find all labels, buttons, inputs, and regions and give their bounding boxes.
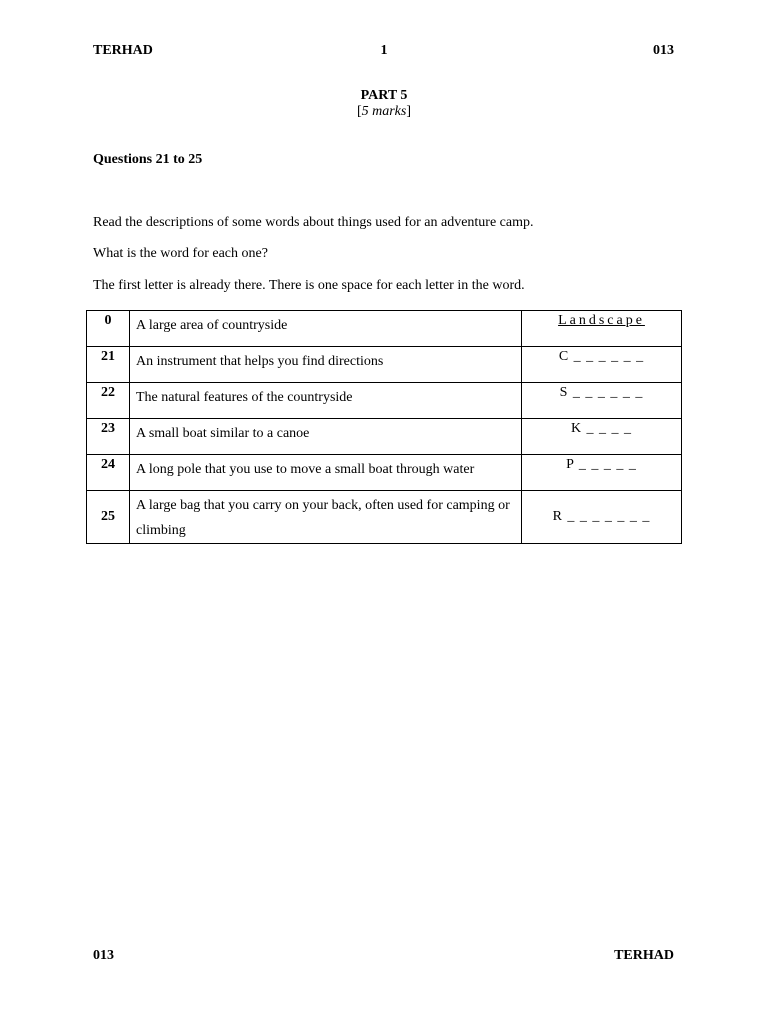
table-row bbox=[87, 311, 682, 347]
question-description: A long pole that you use to move a small boat through water bbox=[130, 455, 522, 491]
part-marks bbox=[0, 104, 768, 120]
question-description: A large area of countryside bbox=[130, 311, 522, 347]
table-row bbox=[87, 455, 682, 491]
question-number: 23 bbox=[87, 419, 130, 455]
questions-table bbox=[86, 310, 682, 544]
instruction-2: What is the word for each one? bbox=[93, 246, 268, 261]
question-number: 21 bbox=[87, 347, 130, 383]
question-description: A large bag that you carry on your back, often used for camping or climbing bbox=[130, 491, 522, 544]
question-description: A small boat similar to a canoe bbox=[130, 419, 522, 455]
question-description: An instrument that helps you find directions bbox=[130, 347, 522, 383]
instruction-1: Read the descriptions of some words about things used for an adventure camp. bbox=[93, 215, 534, 230]
answer-blanks: R _ _ _ _ _ _ _ bbox=[522, 491, 682, 544]
table-row bbox=[87, 491, 682, 544]
marks-text: 5 marks bbox=[361, 104, 407, 119]
question-description: The natural features of the countryside bbox=[130, 383, 522, 419]
header-left: TERHAD bbox=[93, 43, 153, 58]
instruction-3: The first letter is already there. There is one space for each letter in the word. bbox=[93, 278, 525, 293]
marks-open: [ bbox=[356, 104, 362, 119]
part-title: PART 5 bbox=[360, 88, 408, 103]
table-row bbox=[87, 419, 682, 455]
table-row bbox=[87, 347, 682, 383]
example-word: Landscape bbox=[558, 313, 645, 328]
page-number: 1 bbox=[380, 43, 388, 58]
example-answer bbox=[522, 311, 682, 347]
answer-blanks: P _ _ _ _ _ bbox=[522, 455, 682, 491]
footer-left: 013 bbox=[93, 948, 114, 963]
footer-right: TERHAD bbox=[614, 948, 674, 963]
questions-heading: Questions 21 to 25 bbox=[93, 152, 203, 167]
table-row bbox=[87, 383, 682, 419]
answer-blanks: C _ _ _ _ _ _ bbox=[522, 347, 682, 383]
answer-blanks: S _ _ _ _ _ _ bbox=[522, 383, 682, 419]
marks-close: ] bbox=[406, 104, 412, 119]
answer-blanks: K _ _ _ _ bbox=[522, 419, 682, 455]
question-number: 22 bbox=[87, 383, 130, 419]
question-number: 24 bbox=[87, 455, 130, 491]
header-right: 013 bbox=[653, 43, 674, 58]
question-number: 0 bbox=[87, 311, 130, 347]
question-number: 25 bbox=[87, 491, 130, 544]
